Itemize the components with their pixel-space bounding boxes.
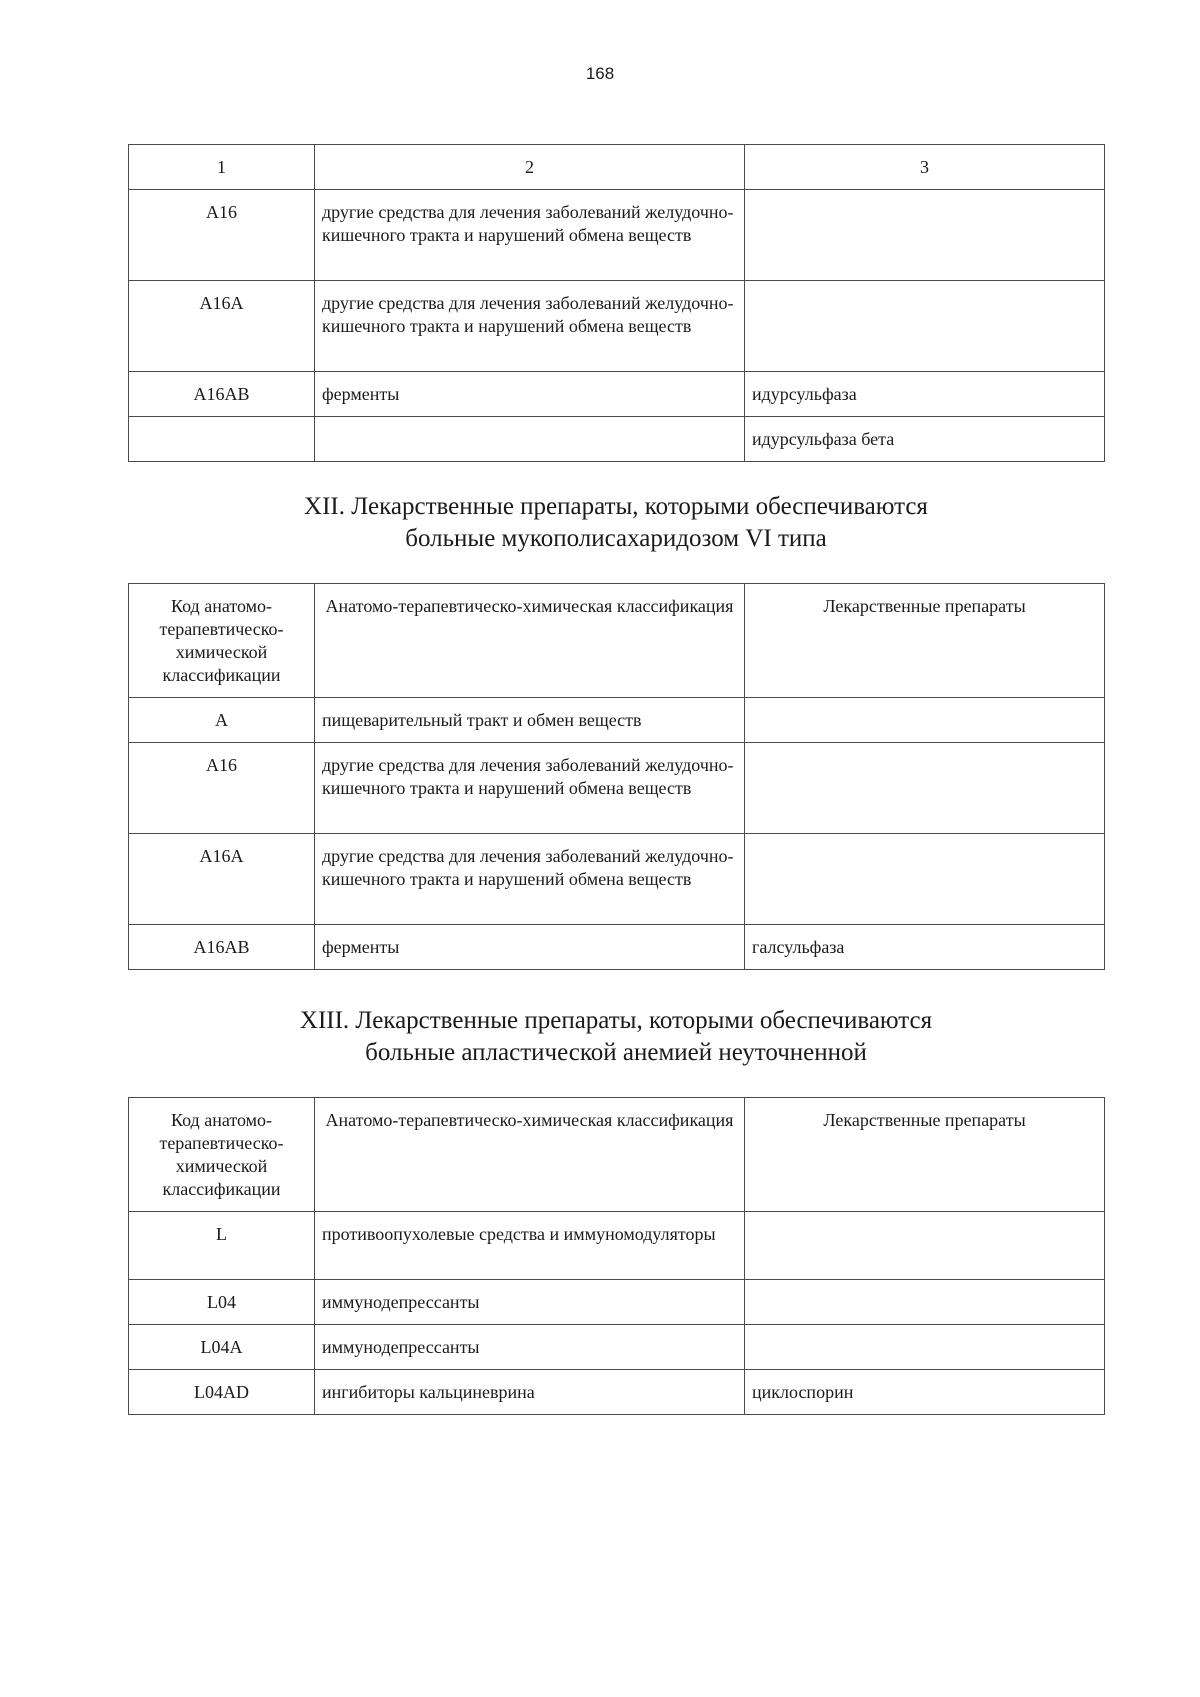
- table-row: [129, 372, 1105, 417]
- table-header-row: [129, 1098, 1105, 1212]
- table-row: [129, 1212, 1105, 1280]
- table-row: [129, 281, 1105, 372]
- section-xii-title: [128, 491, 1104, 555]
- column-number-1: 1: [129, 145, 315, 190]
- section-xii-title-line-2: больные мукополисахаридозом VI типа: [405, 525, 827, 552]
- atc-name-cell: другие средства для лечения заболеваний желудочно-кишечного тракта и нарушений обмена веществ: [315, 190, 745, 281]
- atc-name-cell: иммунодепрессанты: [315, 1280, 745, 1325]
- drug-cell: [745, 834, 1105, 925]
- table-row: [129, 743, 1105, 834]
- table-row: [129, 834, 1105, 925]
- drug-cell: [745, 190, 1105, 281]
- header-drugs: Лекарственные препараты: [745, 1098, 1105, 1212]
- drug-cell: идурсульфаза бета: [745, 417, 1105, 462]
- drug-cell: идурсульфаза: [745, 372, 1105, 417]
- atc-code-cell: А16АВ: [129, 372, 315, 417]
- drug-cell: [745, 1212, 1105, 1280]
- table-row: [129, 1280, 1105, 1325]
- table-row: [129, 698, 1105, 743]
- atc-code-cell: L: [129, 1212, 315, 1280]
- section-xii-table: [128, 583, 1105, 970]
- table-row: [129, 1370, 1105, 1415]
- drug-cell: [745, 1280, 1105, 1325]
- atc-code-cell: А: [129, 698, 315, 743]
- drug-cell: [745, 281, 1105, 372]
- section-xiii-title: [128, 1005, 1104, 1069]
- column-number-3: 3: [745, 145, 1105, 190]
- atc-code-cell: А16А: [129, 834, 315, 925]
- atc-name-cell: другие средства для лечения заболеваний желудочно-кишечного тракта и нарушений обмена веществ: [315, 281, 745, 372]
- continued-table: [128, 144, 1105, 462]
- atc-code-cell: А16А: [129, 281, 315, 372]
- table-row: [129, 417, 1105, 462]
- table-header-row: [129, 145, 1105, 190]
- atc-name-cell: [315, 417, 745, 462]
- table-row: [129, 190, 1105, 281]
- table-row: [129, 925, 1105, 970]
- atc-name-cell: ферменты: [315, 925, 745, 970]
- drug-cell: [745, 1325, 1105, 1370]
- atc-code-cell: А16: [129, 743, 315, 834]
- atc-name-cell: другие средства для лечения заболеваний желудочно-кишечного тракта и нарушений обмена веществ: [315, 834, 745, 925]
- atc-name-cell: пищеварительный тракт и обмен веществ: [315, 698, 745, 743]
- table-row: [129, 1325, 1105, 1370]
- table-header-row: [129, 584, 1105, 698]
- column-number-2: 2: [315, 145, 745, 190]
- drug-cell: [745, 743, 1105, 834]
- header-atc-code: Код анатомо-терапевтическо-химической классификации: [129, 1098, 315, 1212]
- header-atc-name: Анатомо-терапевтическо-химическая классификация: [315, 1098, 745, 1212]
- header-drugs: Лекарственные препараты: [745, 584, 1105, 698]
- drug-cell: циклоспорин: [745, 1370, 1105, 1415]
- drug-cell: галсульфаза: [745, 925, 1105, 970]
- section-xiii-table: [128, 1097, 1105, 1415]
- atc-name-cell: ферменты: [315, 372, 745, 417]
- atc-name-cell: противоопухолевые средства и иммуномодуляторы: [315, 1212, 745, 1280]
- section-xiii-title-line-1: XIII. Лекарственные препараты, которыми обеспечиваются: [299, 1007, 933, 1034]
- atc-code-cell: [129, 417, 315, 462]
- atc-code-cell: А16АВ: [129, 925, 315, 970]
- atc-name-cell: иммунодепрессанты: [315, 1325, 745, 1370]
- section-xiii-title-line-2: больные апластической анемией неуточненной: [365, 1039, 867, 1066]
- atc-code-cell: L04: [129, 1280, 315, 1325]
- header-atc-code: Код анатомо-терапевтическо-химической классификации: [129, 584, 315, 698]
- atc-name-cell: другие средства для лечения заболеваний желудочно-кишечного тракта и нарушений обмена веществ: [315, 743, 745, 834]
- atc-code-cell: L04AD: [129, 1370, 315, 1415]
- section-xii-title-line-1: XII. Лекарственные препараты, которыми обеспечиваются: [304, 493, 928, 520]
- header-atc-name: Анатомо-терапевтическо-химическая классификация: [315, 584, 745, 698]
- drug-cell: [745, 698, 1105, 743]
- atc-code-cell: А16: [129, 190, 315, 281]
- atc-name-cell: ингибиторы кальциневрина: [315, 1370, 745, 1415]
- page-number: 168: [585, 64, 615, 83]
- atc-code-cell: L04A: [129, 1325, 315, 1370]
